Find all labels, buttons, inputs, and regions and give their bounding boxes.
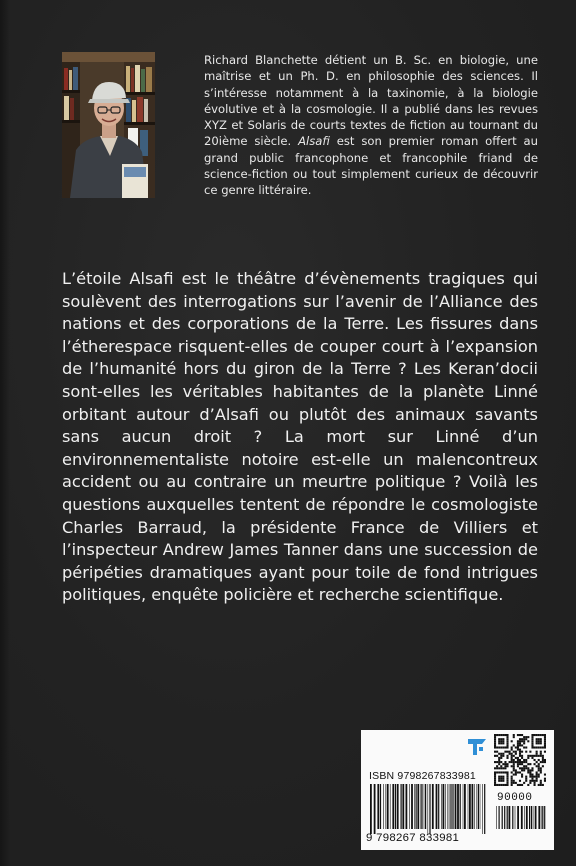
author-bio [204, 52, 538, 199]
qr-code-icon [494, 734, 546, 786]
price-addon-code: 90000 [497, 792, 533, 804]
author-photo [62, 52, 155, 198]
barcode-digits: 9 798267 833981 [366, 832, 460, 844]
book-synopsis: L’étoile Alsafi est le théâtre d’évènements tragiques qui soulèvent des interrogations sur l’avenir de l’Alliance des nations et des corporations de la Terre. Les fissures dans l’étherespace risquent-elles de couper court à l’expansion de l’humanité hors du giron de la Terre ? Les Keran’docii sont-elles les véritables habitantes de la planète Linné orbitant autour d’Alsafi ou plutôt des animaux savants sans aucun droit ? La mort sur Linné d’un environnementaliste notoire est-elle un malencontreux accident ou au contraire un meurtre politique ? Voilà les questions auxquelles tentent de répondre le cosmologiste Charles Barraud, la présidente France de Villiers et l’inspecteur Andrew James Tanner dans une succession de péripéties dramatiques ayant pour toile de fond intrigues politiques, enquête policière et recherche scientifique. [62, 269, 538, 605]
isbn-barcode [369, 784, 487, 834]
publisher-logo-icon [466, 736, 488, 758]
author-bio-text: Richard Blanchette détient un B. Sc. en biologie, une maîtrise et un Ph. D. en philosophie des sciences. Il s’intéresse notamment à la taxinomie, à la biologie évolutive et à la cosmologie. Il a publié dans les revues XYZ et Solaris de courts textes de fiction au tournant du 20ième siècle. [204, 53, 538, 149]
isbn-label: ISBN 9798267833981 [369, 770, 476, 782]
spine-shadow [0, 0, 10, 866]
author-bio-book-title: Alsafi [298, 134, 330, 149]
addon-barcode [495, 806, 547, 834]
author-bio-text-end: est son premier roman offert au grand public francophone et francophile friand de science-fiction ou tout simplement curieux de découvrir ce genre littéraire. [204, 134, 539, 198]
